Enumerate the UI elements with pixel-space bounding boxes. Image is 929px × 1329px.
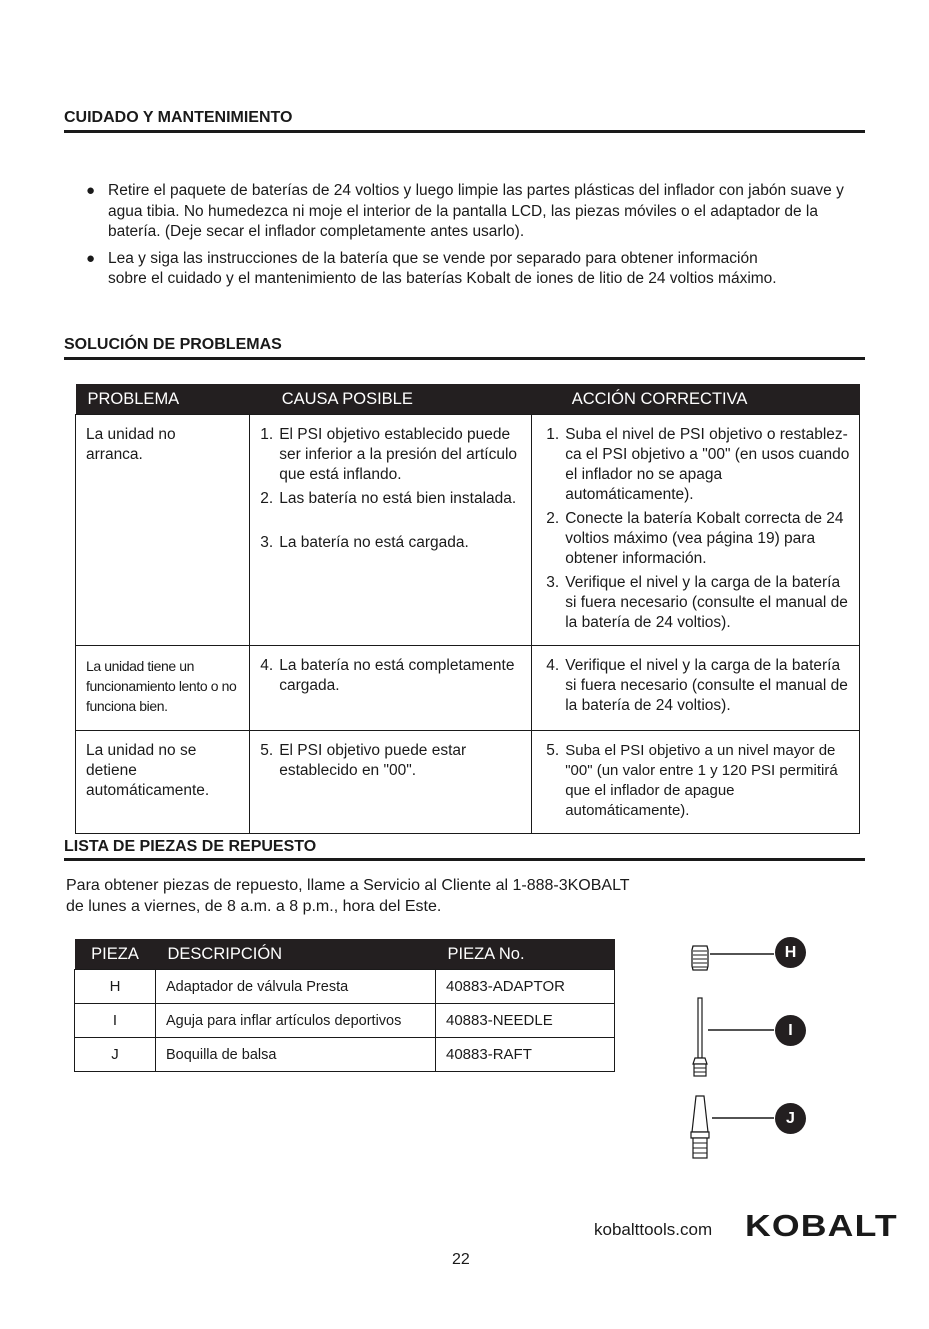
care-bullet-text: Retire el paquete de baterías de 24 voltios y luego limpie las partes plásticas del inflador con jabón suave y agua tibia. No humedezca ni moje el interior de la pantalla LCD, las piezas móviles o el adaptador de la batería. (Deje secar el inflador completamente antes usarlo). [108,182,844,240]
header-description: DESCRIPCIÓN [156,939,436,970]
part-number: 40883-ADAPTOR [436,970,615,1004]
table-row [76,731,860,834]
item-text: La batería no está completamente cargada. [279,657,515,694]
item-text: Verifique el nivel y la carga de la batería si fuera necesario (consulte el manual de la batería de 24 voltios). [565,657,848,714]
care-rule [64,130,865,133]
list-item [546,425,851,505]
problem-cell: La unidad no arranca. [76,415,250,646]
table-row [76,646,860,731]
item-text: Suba el nivel de PSI objetivo o restablez-ca el PSI objetivo a "00" (en usos cuando el inflador no se apaga automáticamente). [565,426,850,503]
care-bullet [86,249,856,290]
care-bullet [86,181,856,243]
parts-intro-line: de lunes a viernes, de 8 a.m. a 8 p.m., hora del Este. [66,898,442,915]
cause-cell [250,731,532,834]
website-link[interactable]: kobalttools.com [594,1220,713,1239]
parts-intro [66,875,630,917]
item-number: 1. [546,426,560,443]
care-heading: CUIDADO Y MANTENIMIENTO [64,109,293,126]
item-number: 1. [260,426,274,443]
part-description: Boquilla de balsa [156,1038,436,1072]
item-number: 4. [260,657,274,674]
part-letter: I [75,1004,156,1038]
table-row [76,415,860,646]
item-number: 2. [260,490,274,507]
table-header-row [76,384,860,415]
callout-h: H [775,937,806,968]
troubleshooting-heading: SOLUCIÓN DE PROBLEMAS [64,336,282,353]
inflation-needle-icon [693,998,707,1076]
list-item [546,656,851,716]
parts-rule [64,858,865,861]
part-number: 40883-NEEDLE [436,1004,615,1038]
item-number: 2. [546,510,560,527]
raft-nozzle-icon [691,1096,709,1158]
action-cell [532,731,860,834]
item-number: 5. [546,742,560,759]
part-description: Adaptador de válvula Presta [156,970,436,1004]
cause-cell [250,646,532,731]
header-action: ACCIÓN CORRECTIVA [532,384,860,415]
care-bullets [86,181,856,296]
part-number: 40883-RAFT [436,1038,615,1072]
part-letter: H [75,970,156,1004]
header-problem: PROBLEMA [76,384,250,415]
part-description: Aguja para inflar artículos deportivos [156,1004,436,1038]
table-row [75,1004,615,1038]
list-item [260,425,523,485]
callout-j: J [775,1103,806,1134]
problem-cell: La unidad no se detiene automáticamente. [76,731,250,834]
item-number: 3. [546,574,560,591]
list-item [546,573,851,633]
item-text: Verifique el nivel y la carga de la batería si fuera necesario (consulte el manual de la batería de 24 voltios). [565,574,848,631]
list-item [546,509,851,569]
table-header-row [75,939,615,970]
troubleshooting-rule [64,357,865,360]
parts-heading: LISTA DE PIEZAS DE REPUESTO [64,838,317,855]
item-text: Suba el PSI objetivo a un nivel mayor de "00" (un valor entre 1 y 120 PSI permitirá que el inflador de apague automáticamente). [565,742,838,819]
presta-adapter-icon [692,946,708,970]
action-cell [532,415,860,646]
part-letter: J [75,1038,156,1072]
bullet-icon: ● [86,182,96,199]
list-item [260,489,523,509]
bullet-icon: ● [86,249,96,267]
problem-cell: La unidad tiene un funcionamiento lento o no funciona bien. [76,646,250,731]
troubleshooting-table [75,384,860,834]
callout-i: I [775,1015,806,1046]
header-part-no: PIEZA No. [436,939,615,970]
item-text: El PSI objetivo puede estar establecido en "00". [279,742,467,779]
table-row [75,1038,615,1072]
item-number: 3. [260,534,274,551]
item-text: Conecte la batería Kobalt correcta de 24 voltios máximo (vea página 19) para obtener información. [565,510,844,567]
header-part: PIEZA [75,939,156,970]
kobalt-logo: KOBALT [745,1208,898,1243]
list-item [260,533,523,553]
list-item [546,741,851,821]
cause-cell [250,415,532,646]
header-cause: CAUSA POSIBLE [250,384,532,415]
list-item [260,741,523,781]
action-cell [532,646,860,731]
item-number: 5. [260,742,274,759]
care-bullet-text: Lea y siga las instrucciones de la batería que se vende por separado para obtener información sobre el cuidado y el mantenimiento de las baterías Kobalt de iones de litio de 24 voltios máximo. [108,249,777,287]
item-text: Las batería no está bien instalada. [279,490,517,507]
table-row [75,970,615,1004]
parts-illustration [680,938,820,1168]
item-number: 4. [546,657,560,674]
parts-intro-line: Para obtener piezas de repuesto, llame a Servicio al Cliente al 1-888-3KOBALT [66,877,630,894]
item-text: El PSI objetivo establecido puede ser inferior a la presión del artículo que está inflando. [279,426,518,483]
page-number: 22 [452,1251,470,1268]
item-text: La batería no está cargada. [279,534,469,551]
list-item [260,656,523,696]
parts-table [74,939,615,1072]
